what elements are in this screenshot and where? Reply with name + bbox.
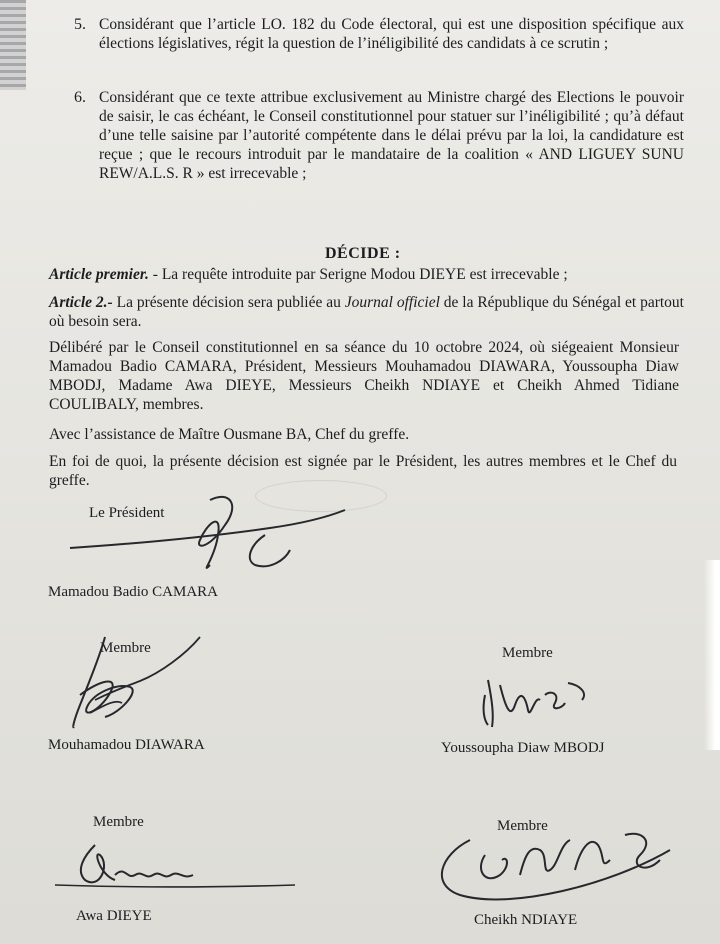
article-1-dash: - — [148, 266, 162, 283]
ndiaye-member-label: Membre — [497, 818, 548, 834]
considerant-5-text: Considérant que l’article LO. 182 du Code électoral, qui est une disposition spécifique aux élections législatives, régit la question de l’inéligibilité des candidats à ce scrutin ; — [99, 16, 684, 52]
article-2-text-after: de la République du Sénégal et partout où besoin sera. — [49, 294, 684, 330]
article-1-text: La requête introduite par Serigne Modou DIEYE est irrecevable ; — [161, 266, 568, 283]
assistance-paragraph: Avec l’assistance de Maître Ousmane BA, Chef du greffe. — [49, 426, 410, 443]
mbodj-member-label: Membre — [502, 645, 553, 661]
dieye-signature — [55, 835, 295, 905]
diawara-name: Mouhamadou DIAWARA — [48, 737, 205, 753]
page-edge-glare — [704, 560, 720, 750]
article-1-label: Article premier. — [49, 266, 149, 283]
mbodj-signature — [470, 665, 610, 735]
dieye-member-label: Membre — [93, 814, 144, 830]
diawara-signature — [60, 625, 220, 740]
diawara-member-label: Membre — [100, 640, 151, 656]
article-2-label: Article 2.- — [49, 294, 113, 311]
mbodj-name: Youssoupha Diaw MBODJ — [441, 740, 605, 756]
conclusion-paragraph: En foi de quoi, la présente décision est signée par le Président, les autres membres et le Chef du greffe. — [49, 453, 677, 489]
deliberation-paragraph: Délibéré par le Conseil constitutionnel en sa séance du 10 octobre 2024, où siégeaient Monsieur Mamadou Badio CAMARA, Président, Messieurs Mouhamadou DIAWARA, Youssoupha Diaw MBODJ, Madame Awa DIEYE, Messieurs Cheikh NDIAYE et Cheikh Ahmed Tidiane COULIBALY, membres. — [49, 339, 679, 413]
article-1 — [49, 265, 689, 284]
binding-edge — [0, 0, 26, 90]
considerant-6-number: 6. — [74, 89, 86, 106]
article-2-journal-officiel: Journal officiel — [344, 294, 440, 311]
article-2 — [49, 293, 684, 331]
decide-heading: DÉCIDE : — [325, 245, 401, 262]
considerant-5-number: 5. — [74, 16, 86, 33]
ndiaye-signature — [430, 815, 690, 915]
president-title: Le Président — [89, 505, 165, 521]
president-name: Mamadou Badio CAMARA — [48, 584, 218, 600]
article-2-text-before: La présente décision sera publiée au — [112, 294, 345, 311]
considerant-6-text: Considérant que ce texte attribue exclusivement au Ministre chargé des Elections le pouvoir de saisir, le cas échéant, le Conseil constitutionnel pour statuer sur l’inéligibilité ; qu’à défaut d’une telle saisine par l’autorité compétente dans le délai prévu par la loi, la candidature est reçue ; que le recours introduit par le mandataire de la coalition « AND LIGUEY SUNU REW/A.L.S. R » est irrecevable ; — [99, 89, 684, 182]
president-signature — [60, 480, 360, 590]
dieye-name: Awa DIEYE — [76, 908, 152, 924]
ndiaye-name: Cheikh NDIAYE — [474, 912, 578, 928]
